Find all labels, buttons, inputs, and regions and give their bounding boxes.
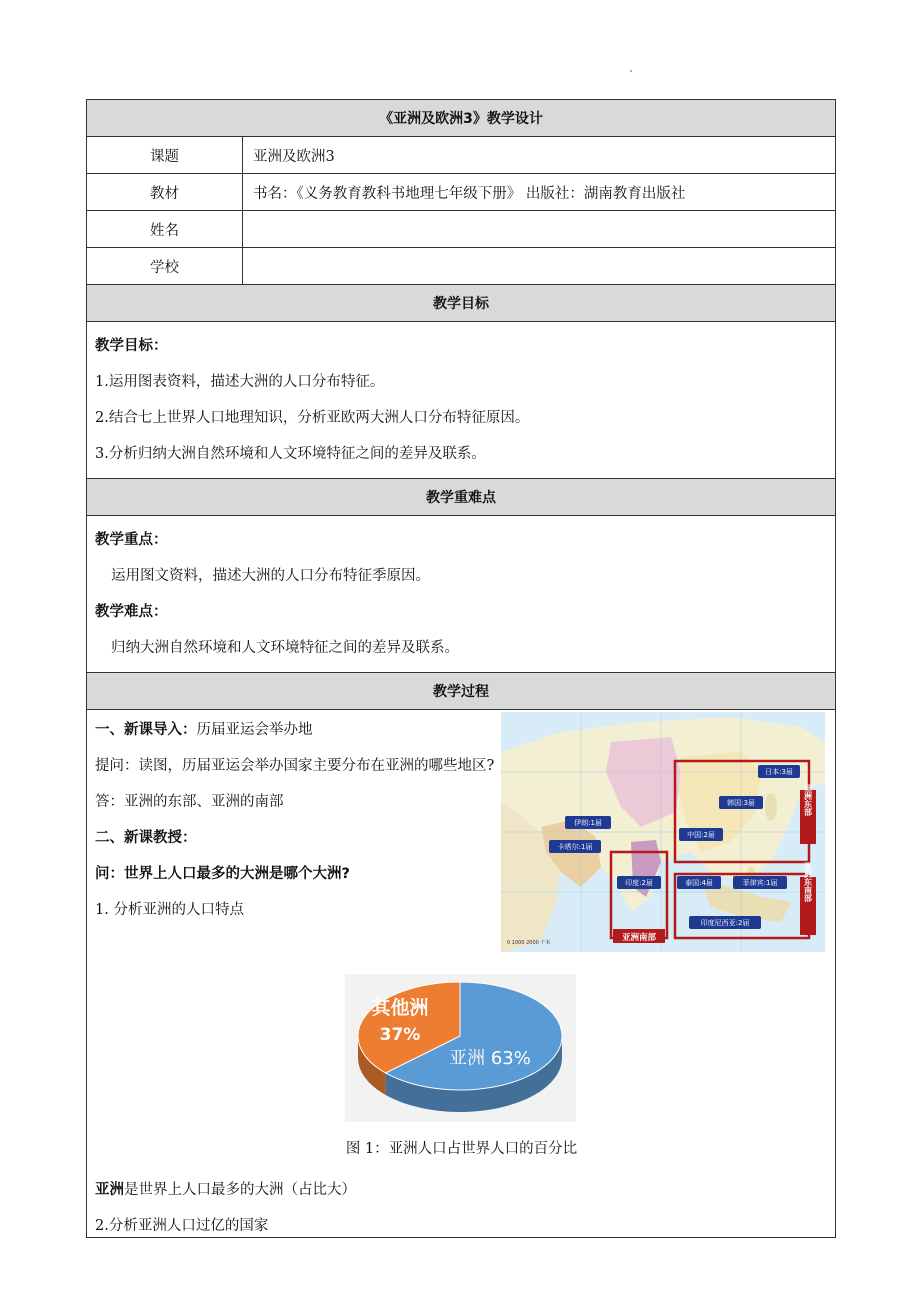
label-topic: 课题 (87, 137, 243, 174)
goal-item-3: 3.分析归纳大洲自然环境和人文环境特征之间的差异及联系。 (95, 446, 486, 462)
region-east-label: 亚洲东部 (803, 784, 813, 816)
value-textbook: 书名：《义务教育教科书地理七年级下册》 出版社：湖南教育出版社 (243, 174, 836, 211)
intro-heading: 一、新课导入： (95, 722, 197, 738)
key-heading: 教学重点： (95, 532, 168, 548)
label-iran: 伊朗:1届 (574, 819, 602, 827)
conclusion-bold: 亚洲 (95, 1182, 124, 1198)
label-qatar: 卡塔尔:1届 (557, 843, 593, 851)
slice-label-other-pct: 37% (379, 1025, 421, 1045)
difficulty-text: 归纳大洲自然环境和人文环境特征之间的差异及联系。 (111, 640, 459, 656)
difficulty-heading: 教学难点： (95, 604, 168, 620)
label-thailand: 泰国:4届 (685, 879, 713, 887)
key-text: 运用图文资料，描述大洲的人口分布特征季原因。 (111, 568, 430, 584)
population-pie-chart (345, 974, 576, 1122)
question-2: 问：世界上人口最多的大洲是哪个大洲? (95, 866, 350, 882)
lesson-plan-table (86, 99, 836, 1238)
step-2: 2.分析亚洲人口过亿的国家 (95, 1218, 269, 1234)
label-japan: 日本:3届 (765, 768, 793, 776)
section-process-header: 教学过程 (87, 673, 836, 710)
process-after-figure (95, 1172, 815, 1244)
label-china: 中国:2届 (687, 831, 715, 839)
figure-caption: 图 1：亚洲人口占世界人口的百分比 (345, 1141, 578, 1157)
label-name: 姓名 (87, 211, 243, 248)
goal-item-1: 1.运用图表资料，描述大洲的人口分布特征。 (95, 374, 385, 390)
value-school[interactable] (243, 248, 836, 285)
stray-dot (630, 70, 632, 72)
process-intro (95, 712, 495, 928)
section-goals-header: 教学目标 (87, 285, 836, 322)
process-body (87, 710, 836, 1238)
label-korea: 韩国:3届 (727, 799, 755, 807)
keys-body (87, 516, 836, 673)
slice-label-asia: 亚洲 63% (449, 1048, 531, 1069)
section-keys-header: 教学重难点 (87, 479, 836, 516)
doc-title: 《亚洲及欧洲3》教学设计 (87, 100, 836, 137)
label-textbook: 教材 (87, 174, 243, 211)
label-philippines: 菲律宾:1届 (742, 879, 778, 887)
conclusion-text: 是世界上人口最多的大洲（占比大） (124, 1182, 356, 1198)
region-southeast-label: 亚洲东南部 (803, 862, 813, 902)
goal-item-2: 2.结合七上世界人口地理知识，分析亚欧两大洲人口分布特征原因。 (95, 410, 530, 426)
region-south-label: 亚洲南部 (621, 933, 657, 943)
goals-heading: 教学目标： (95, 338, 168, 354)
section2-heading: 二、新课教授： (95, 830, 197, 846)
slice-label-other-name: 其他洲 (371, 997, 429, 1019)
label-indonesia: 印度尼西亚:2届 (700, 919, 750, 927)
intro-question: 提问：读图，历届亚运会举办国家主要分布在亚洲的哪些地区? (95, 758, 495, 774)
label-school: 学校 (87, 248, 243, 285)
asian-games-map (501, 712, 825, 952)
step-1: 1. 分析亚洲的人口特点 (95, 902, 244, 918)
goals-body (87, 322, 836, 479)
value-topic: 亚洲及欧洲3 (243, 137, 836, 174)
label-india: 印度:2届 (625, 879, 653, 887)
value-name[interactable] (243, 211, 836, 248)
intro-answer: 答：亚洲的东部、亚洲的南部 (95, 794, 284, 810)
intro-text: 历届亚运会举办地 (196, 722, 313, 738)
map-scale: 0 1000 2000 千米 (507, 940, 551, 946)
